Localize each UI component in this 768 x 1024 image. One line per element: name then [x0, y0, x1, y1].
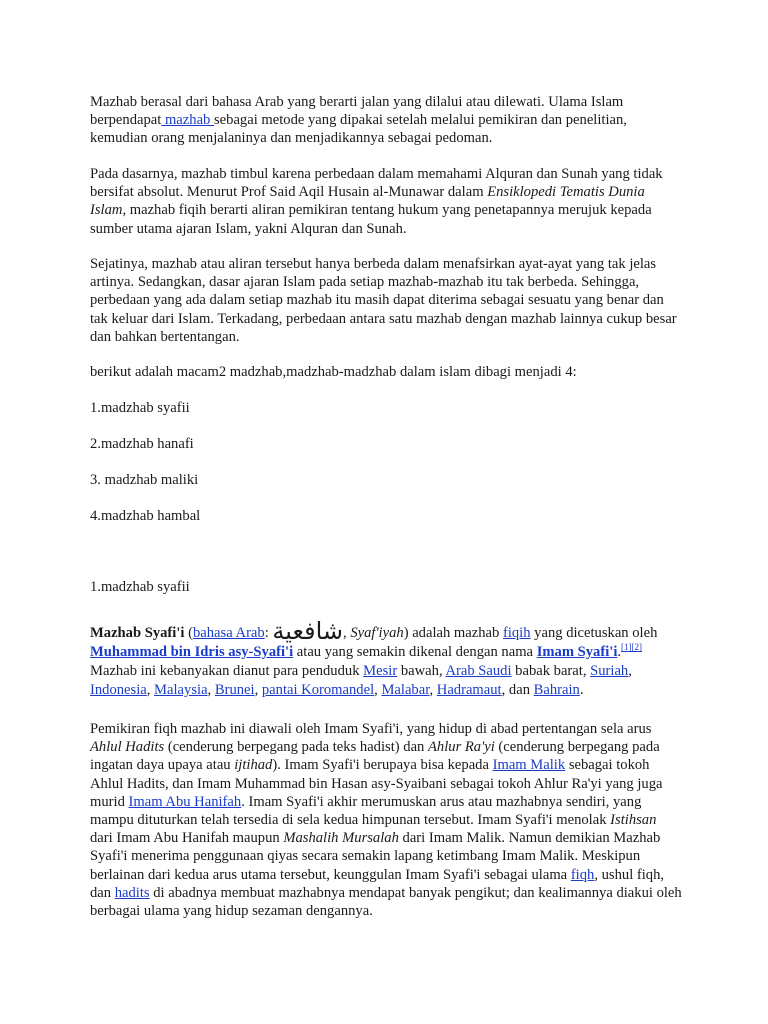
text: babak barat, [511, 663, 591, 679]
link-suriah[interactable]: Suriah [590, 663, 629, 679]
text: bawah, [397, 663, 446, 679]
text: , [628, 663, 632, 679]
paragraph-pemikiran [90, 720, 682, 920]
paragraph-intro [90, 93, 682, 148]
link-brunei[interactable]: Brunei [214, 682, 255, 698]
text: : [264, 625, 273, 641]
text: ) adalah mazhab [403, 625, 503, 641]
transliteration: Syaf'iyah [350, 625, 404, 641]
text: di abadnya membuat mazhabnya mendapat banyak pengikut; dan kealimannya diakui oleh berbagai ulama yang hidup sezaman dengannya. [90, 884, 682, 920]
list-item-hambal: 4.madzhab hambal [90, 508, 201, 524]
link-muhammad-bin-idris[interactable]: Muhammad bin Idris asy-Syafi'i [90, 644, 294, 660]
link-pantai-koromandel[interactable]: pantai Koromandel [261, 682, 375, 698]
text: , [207, 682, 215, 698]
link-fiqih[interactable]: fiqih [502, 625, 531, 641]
list-item-syafii: 1.madzhab syafii [90, 400, 190, 416]
link-imam-syafii[interactable]: Imam Syafi'i [536, 644, 618, 660]
link-fiqh[interactable]: fiqh [570, 866, 595, 883]
text: , mazhab fiqih berarti aliran pemikiran tentang hukum yang penetapannya merujuk kepada sumber utama ajaran Islam, yakni Alquran dan Sunah. [90, 202, 652, 237]
list-item-maliki: 3. madzhab maliki [90, 472, 199, 488]
term: Ahlul Hadits [90, 739, 165, 756]
term: ijtihad [234, 757, 273, 774]
paragraph-sejatinya: Sejatinya, mazhab atau aliran tersebut hanya berbeda dalam menafsirkan ayat-ayat yang tak jelas artinya. Sedangkan, dasar ajaran Islam pada setiap mazhab-mazhab itu tak berbeda. Sehingga, perbedaan yang ada dalam setiap mazhab itu masih dapat diterima sebagai sesuatu yang benar dan tak keluar dari Islam. Terkadang, perbedaan antara satu mazhab dengan mazhab lainnya cukup besar dan bahkan bertentangan. [90, 256, 677, 345]
text: ). Imam Syafi'i berupaya bisa kepada [272, 757, 493, 774]
text: (cenderung berpegang pada ingatan daya upaya atau [90, 739, 660, 774]
term: Istihsan [610, 812, 657, 829]
text: , [429, 682, 437, 698]
text: , [374, 682, 382, 698]
text: , [254, 682, 262, 698]
text: . Imam Syafi'i akhir merumuskan arus atau mazhabnya sendiri, yang mampu dituturkan telah tersedia di sela kedua himpunan tersebut. Imam Syafi'i menolak [90, 793, 642, 829]
book-title: Ensiklopedi Tematis Dunia Islam [90, 184, 645, 219]
text: ( [184, 625, 193, 641]
text: atau yang semakin dikenal dengan nama [293, 644, 537, 660]
link-malabar[interactable]: Malabar [381, 682, 430, 698]
link-mazhab[interactable]: mazhab [161, 112, 214, 129]
arabic-term: شافعية [272, 617, 344, 645]
link-hadits[interactable]: hadits [114, 884, 150, 901]
text: sebagai metode yang dipakai setelah melalui pemikiran dan penelitian, kemudian orang menjalaninya dan menjadikannya sebagai pedoman. [90, 112, 627, 147]
paragraph-list-intro: berikut adalah macam2 madzhab,madzhab-madzhab dalam islam dibagi menjadi 4: [90, 364, 577, 380]
text: , ushul fiqh, dan [90, 866, 665, 901]
text: yang dicetuskan oleh [530, 625, 658, 641]
link-imam-malik[interactable]: Imam Malik [492, 757, 566, 774]
term-title: Mazhab Syafi'i [90, 625, 185, 641]
link-mesir[interactable]: Mesir [363, 663, 398, 679]
text: , [146, 682, 155, 698]
reference-1[interactable]: [1] [621, 642, 632, 653]
text: Pada dasarnya, mazhab timbul karena perbedaan dalam memahami Alquran dan Sunah yang tidak bersifat absolut. Menurut Prof Said Aqil Husain al-Munawar dalam [90, 166, 663, 201]
text: Mazhab berasal dari bahasa Arab yang berarti jalan yang dilalui atau dilewati. Ulama Islam berpendapat [90, 94, 624, 129]
link-bahrain[interactable]: Bahrain [533, 682, 580, 698]
paragraph-dasarnya [90, 165, 682, 238]
text: (cenderung berpegang pada teks hadist) dan [164, 739, 428, 756]
link-bahasa-arab[interactable]: bahasa Arab [192, 625, 265, 641]
text: . [579, 682, 584, 698]
term: Ahlur Ra'yi [428, 739, 495, 756]
text: Mazhab ini kebanyakan dianut para penduduk [90, 663, 364, 679]
reference-2[interactable]: [2] [631, 642, 643, 653]
section-heading-syafii: 1.madzhab syafii [90, 579, 190, 595]
paragraph-mazhab-syafii [90, 617, 682, 700]
link-arab-saudi[interactable]: Arab Saudi [445, 663, 512, 679]
link-imam-abu-hanifah[interactable]: Imam Abu Hanifah [128, 793, 242, 810]
text: , dan [501, 682, 534, 698]
link-malaysia[interactable]: Malaysia [154, 682, 208, 698]
text: Pemikiran fiqh mazhab ini diawali oleh Imam Syafi'i, yang hidup di abad pertentangan sela arus [90, 721, 652, 737]
list-item-hanafi: 2.madzhab hanafi [90, 436, 194, 452]
link-indonesia[interactable]: Indonesia [90, 682, 147, 698]
text: sebagai tokoh Ahlul Hadits, dan Imam Muhammad bin Hasan asy-Syaibani sebagai tokoh Ahlur Ra'yi yang juga murid [90, 757, 663, 810]
text: dari Imam Malik. Namun demikian Mazhab Syafi'i menerima penggunaan qiyas secara semakin lapang ketimbang Imam Malik. Meskipun berlainan dari kedua arus utama tersebut, keunggulan Imam Syafi'i sebagai ulama [90, 830, 661, 883]
term: Mashalih Mursalah [283, 830, 399, 847]
text: . [617, 644, 622, 660]
link-hadramaut[interactable]: Hadramaut [436, 682, 502, 698]
text: , [343, 625, 351, 641]
text: dari Imam Abu Hanifah maupun [90, 830, 284, 847]
